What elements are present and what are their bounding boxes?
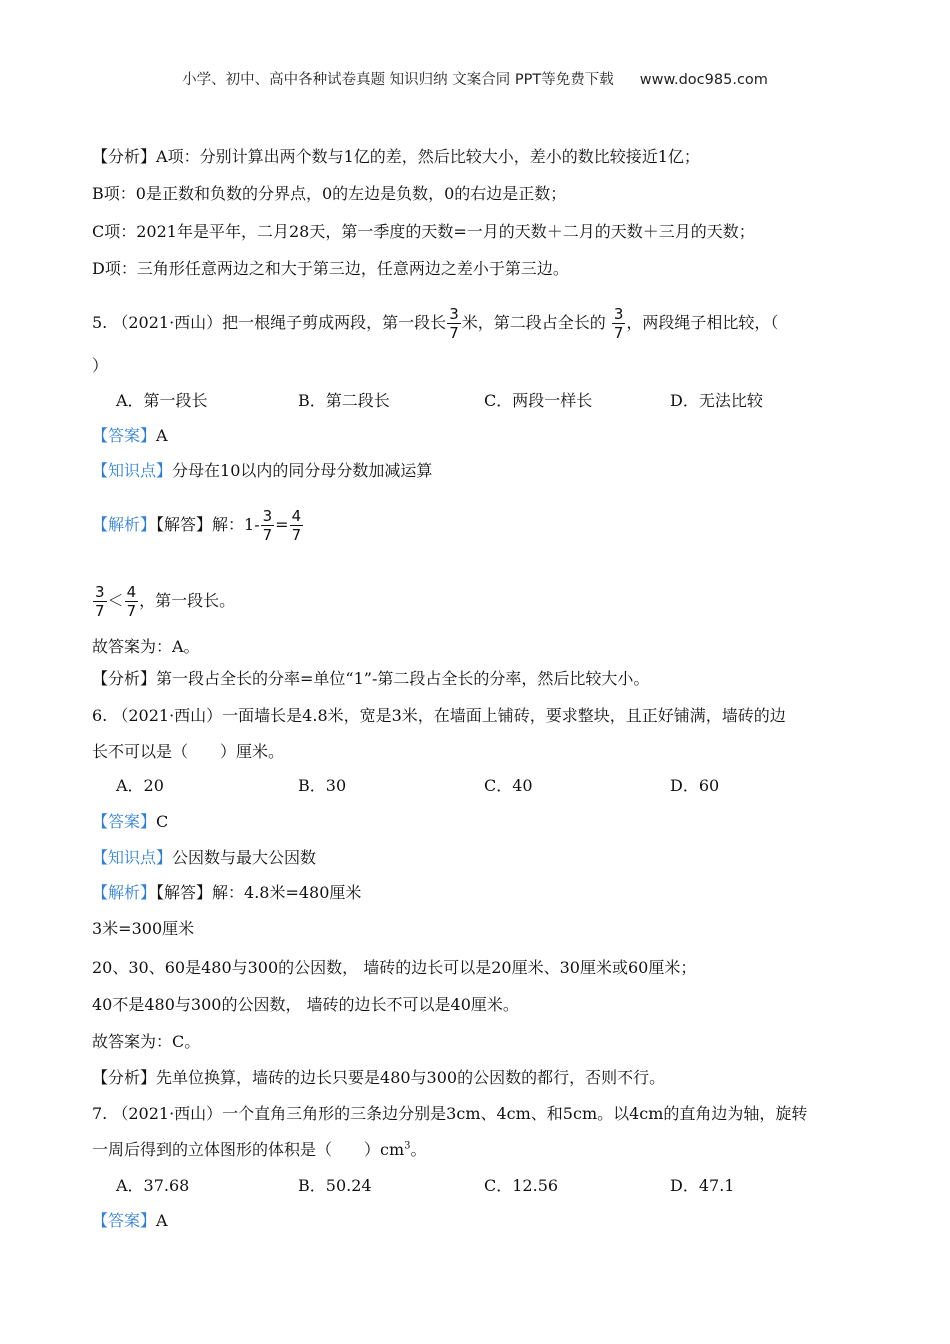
q5-solution: 【解析】【解答】解：1- $\frac{3}{7}$ = $\frac{4}{7}$ — [92, 507, 302, 544]
q6-knowledge: 【知识点】公因数与最大公因数 — [92, 848, 317, 867]
q6-analysis: 【分析】先单位换算，墙砖的边长只要是480与300的公因数的都行，否则不行。 — [92, 1068, 666, 1087]
q6-stem-2: 长不可以是（ ）厘米。 — [92, 742, 285, 761]
q6-option-b: B．30 — [298, 776, 347, 795]
q5-solve-fraction-1: $\frac{3}{7}$ — [262, 507, 273, 544]
q7-answer: 【答案】A — [92, 1211, 168, 1230]
q5-fraction-1: $\frac{3}{7}$ — [449, 305, 459, 342]
q7-option-a: A．37.68 — [116, 1176, 190, 1195]
q5-stem: 5. （2021·西山）把一根绳子剪成两段，第一段长 $\frac{3}{7}$ 米，第二段占全长的 $\frac{3}{7}$ ，两段绳子相比较，（ — [92, 305, 779, 342]
q6-stem-1: 6. （2021·西山）一面墙长是4.8米，宽是3米，在墙面上铺砖，要求整块，且正好铺满，墙砖的边 — [92, 706, 786, 725]
q5-option-a: A．第一段长 — [116, 391, 208, 410]
q5-final: 故答案为：A。 — [92, 637, 200, 656]
q6-solution-2: 3米=300厘米 — [92, 919, 195, 938]
q6-final: 故答案为：C。 — [92, 1032, 201, 1051]
q6-solution-3: 20、30、60是480与300的公因数， 墙砖的边长可以是20厘米、30厘米或60厘米； — [92, 958, 697, 977]
q5-analysis: 【分析】第一段占全长的分率=单位“1”-第二段占全长的分率，然后比较大小。 — [92, 669, 650, 688]
header-text: 小学、初中、高中各种试卷真题 知识归纳 文案合同 PPT等免费下载 — [182, 72, 614, 88]
q5-option-d: D．无法比较 — [670, 391, 763, 410]
page-header — [0, 68, 950, 89]
q7-option-b: B．50.24 — [298, 1176, 372, 1195]
q5-fraction-2: $\frac{3}{7}$ — [613, 305, 624, 342]
prev-analysis-d: D项：三角形任意两边之和大于第三边，任意两边之差小于第三边。 — [92, 259, 569, 278]
q5-stem-end: ） — [92, 356, 109, 375]
q7-stem-1: 7. （2021·西山）一个直角三角形的三条边分别是3cm、4cm、和5cm。以4cm的直角边为轴，旋转 — [92, 1104, 808, 1123]
q6-solution: 【解析】【解答】解：4.8米=480厘米 — [92, 883, 362, 902]
q7-option-d: D．47.1 — [670, 1176, 735, 1195]
q6-solution-4: 40不是480与300的公因数， 墙砖的边长不可以是40厘米。 — [92, 995, 519, 1014]
prev-analysis-c: C项：2021年是平年，二月28天，第一季度的天数=一月的天数＋二月的天数＋三月的天数； — [92, 222, 755, 241]
prev-analysis-b: B项：0是正数和负数的分界点，0的左边是负数，0的右边是正数； — [92, 184, 567, 203]
q5-option-b: B．第二段长 — [298, 391, 390, 410]
q7-stem-2: 一周后得到的立体图形的体积是（ ）$cm^3$。 — [92, 1140, 427, 1159]
q5-compare: $\frac{3}{7}$ ＜ $\frac{4}{7}$ ，第一段长。 — [95, 583, 236, 620]
q5-compare-fraction-1: $\frac{3}{7}$ — [95, 583, 105, 620]
q5-knowledge: 【知识点】分母在10以内的同分母分数加减运算 — [92, 461, 433, 480]
q5-option-c: C．两段一样长 — [484, 391, 593, 410]
q6-option-c: C．40 — [484, 776, 533, 795]
q6-option-a: A．20 — [116, 776, 164, 795]
q7-option-c: C．12.56 — [484, 1176, 559, 1195]
q5-compare-fraction-2: $\frac{4}{7}$ — [126, 583, 137, 620]
q5-answer: 【答案】A — [92, 426, 168, 445]
q6-answer: 【答案】C — [92, 812, 169, 831]
header-url[interactable]: www.doc985.com — [639, 72, 768, 88]
q6-option-d: D．60 — [670, 776, 720, 795]
q5-solve-fraction-2: $\frac{4}{7}$ — [291, 507, 302, 544]
prev-analysis-a: 【分析】A项：分别计算出两个数与1亿的差，然后比较大小，差小的数比较接近1亿； — [92, 147, 700, 166]
